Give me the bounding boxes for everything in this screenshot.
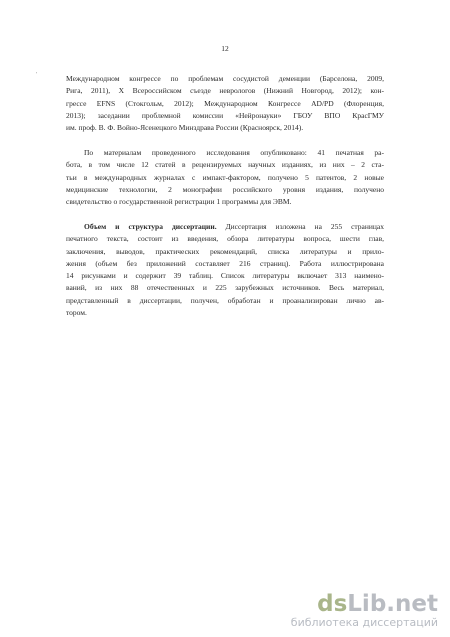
text-line: 14 рисунками и содержит 39 таблиц. Список литературы включает 313 наимено- xyxy=(66,271,384,281)
text-line: печатного текста, состоит из введения, обзора литературы вопроса, шести глав, xyxy=(66,234,384,244)
watermark-subtitle: библиотека диссертаций xyxy=(290,616,438,629)
text-line-continuation: Диссертация изложена на 255 страницах xyxy=(216,222,384,231)
text-line: тором. xyxy=(66,308,87,318)
watermark-logo-rest: Lib.net xyxy=(347,591,438,617)
paragraph-conferences xyxy=(66,73,384,134)
text-line: представленный в диссертации, получен, обработан и проанализирован лично ав- xyxy=(66,295,384,305)
text-line: тьи в международных журналах с импакт-фактором, получено 5 патентов, 2 новые xyxy=(66,172,384,182)
text-line: 2013); заседании проблемной комиссии «Нейронауки» ГБОУ ВПО КрасГМУ xyxy=(66,110,384,120)
text-line: грессе EFNS (Стокгольм, 2012); Международном Конгрессе AD/PD (Флоренция, xyxy=(66,98,384,108)
text-line: им. проф. В. Ф. Войно-Ясенецкого Минздрава России (Красноярск, 2014). xyxy=(66,123,304,133)
text-line: свидетельство о государственной регистрации 1 программы для ЭВМ. xyxy=(66,197,292,207)
text-line: ваний, из них 88 отечественных и 225 зарубежных источников. Весь материал, xyxy=(66,283,384,293)
text-line: медицинские технологии, 2 монографии российского уровня издания, получено xyxy=(66,184,384,194)
paragraph-structure xyxy=(66,221,384,319)
text-line: жения (объем без приложений составляет 216 страниц). Работа иллюстрирована xyxy=(66,258,384,268)
paragraph-publications xyxy=(66,147,384,208)
watermark-logo xyxy=(291,592,438,616)
margin-mark: ' xyxy=(36,72,38,78)
text-line: По материалам проведенного исследования опубликовано: 41 печатная ра- xyxy=(84,148,384,157)
text-line: заключения, выводов, практических рекомендаций, списка литературы и прило- xyxy=(66,246,384,256)
bold-lead-heading: Объем и структура диссертации. xyxy=(84,222,217,231)
text-line: Рига, 2011), X Всероссийском съезде неврологов (Нижний Новгород, 2012); кон- xyxy=(66,86,384,96)
text-line xyxy=(66,221,384,233)
text-line: бота, в том числе 12 статей в рецензируемых научных изданиях, из них – 2 ста- xyxy=(66,160,384,170)
watermark-logo-ds: ds xyxy=(317,591,348,617)
page-number: 12 xyxy=(221,44,229,53)
text-line: Международном конгрессе по проблемам сосудистой деменции (Барселона, 2009, xyxy=(66,74,384,83)
watermark xyxy=(291,592,438,629)
